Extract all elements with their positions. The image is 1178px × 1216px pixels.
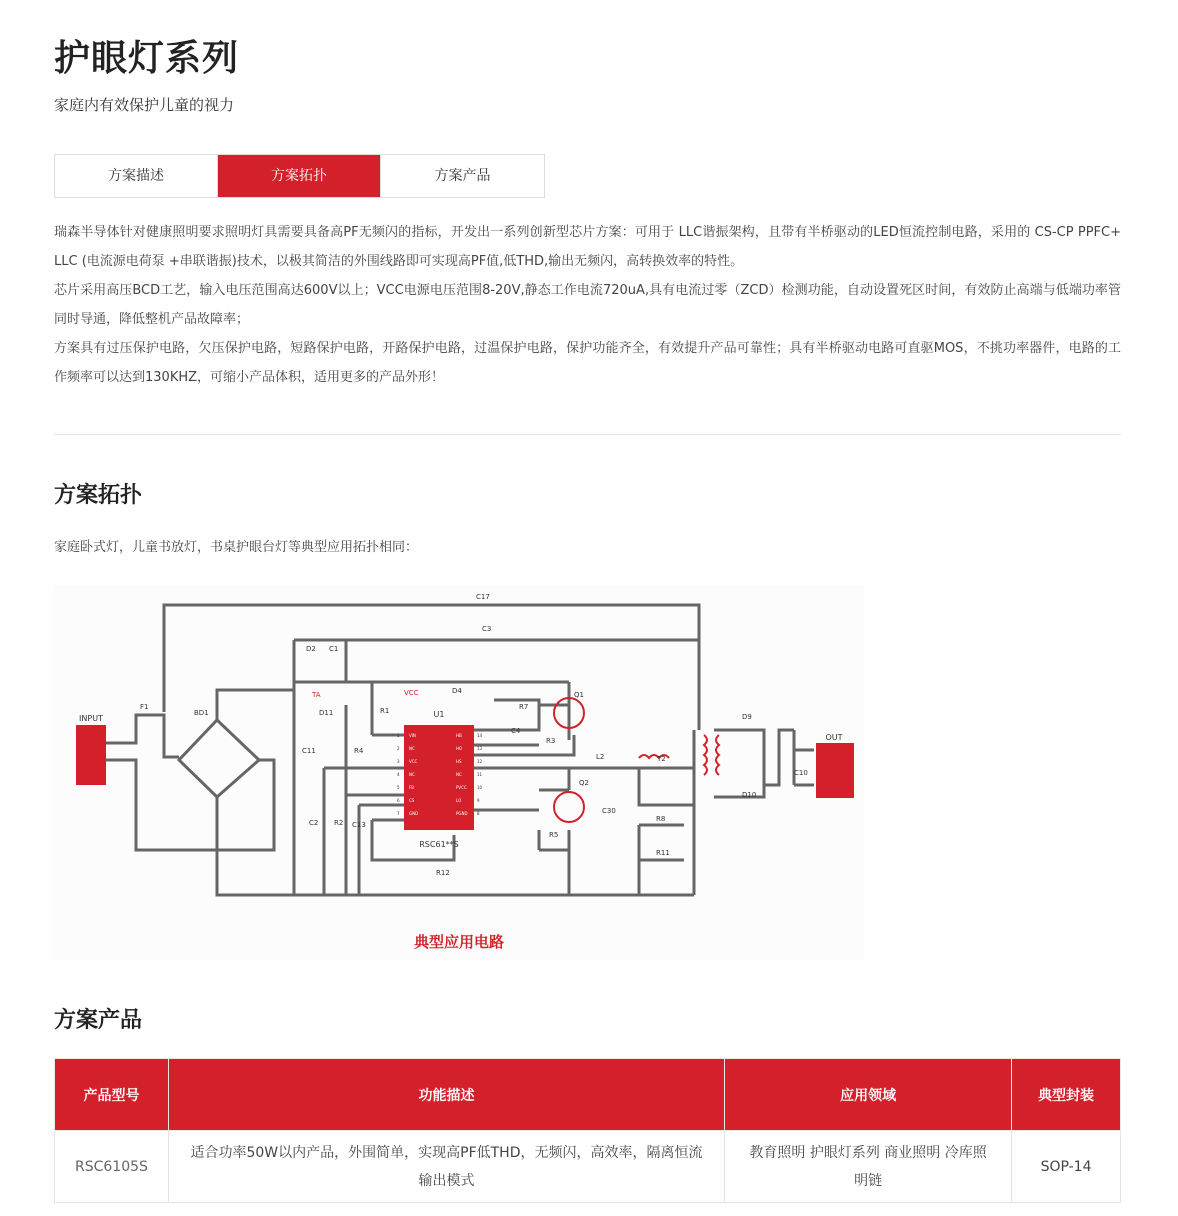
description-paragraph: 瑞森半导体针对健康照明要求照明灯具需要具备高PF无频闪的指标，开发出一系列创新型芯片方案：可用于 LLC谐振架构，且带有半桥驱动的LED恒流控制电路，采用的 CS-CP PPFC+ LLC (电流源电荷泵 +串联谐振)技术，以极其简洁的外围线路即可实现高PF值,低THD,输出无频闪，高转换效率的特性。	[54, 225, 1121, 269]
svg-text:HS: HS	[456, 759, 462, 764]
svg-text:LO: LO	[456, 798, 462, 803]
svg-text:C11: C11	[302, 747, 316, 755]
topology-heading: 方案拓扑	[54, 483, 143, 508]
svg-text:D4: D4	[452, 687, 462, 695]
svg-text:R2: R2	[334, 819, 344, 827]
svg-text:9: 9	[477, 798, 480, 803]
svg-text:Q1: Q1	[574, 691, 584, 699]
column-header: 应用领域	[725, 1059, 1012, 1131]
svg-text:D10: D10	[742, 791, 757, 799]
svg-text:F1: F1	[140, 703, 149, 711]
svg-text:C2: C2	[309, 819, 319, 827]
circuit-diagram	[54, 585, 864, 960]
svg-text:7: 7	[397, 811, 400, 816]
topology-text: 家庭卧式灯，儿童书放灯，书桌护眼台灯等典型应用拓扑相同：	[54, 540, 419, 555]
svg-text:14: 14	[477, 733, 483, 738]
column-header: 功能描述	[168, 1059, 724, 1131]
svg-text:L2: L2	[596, 753, 605, 761]
svg-text:D2: D2	[306, 645, 316, 653]
svg-text:R5: R5	[549, 831, 559, 839]
svg-text:8: 8	[477, 811, 480, 816]
svg-text:CS: CS	[409, 798, 415, 803]
svg-text:HB: HB	[456, 733, 462, 738]
divider	[54, 434, 1121, 435]
svg-text:6: 6	[397, 798, 400, 803]
svg-text:3: 3	[397, 759, 400, 764]
svg-text:D9: D9	[742, 713, 752, 721]
input-label: INPUT	[79, 714, 103, 723]
svg-text:C30: C30	[602, 807, 616, 815]
svg-text:GND: GND	[409, 811, 419, 816]
svg-text:C3: C3	[482, 625, 492, 633]
svg-text:1: 1	[397, 733, 400, 738]
svg-text:R4: R4	[354, 747, 364, 755]
description-text	[54, 218, 1121, 392]
svg-text:VCC: VCC	[404, 689, 419, 697]
tab-products[interactable]: 方案产品	[434, 168, 491, 184]
svg-text:NC: NC	[409, 746, 415, 751]
product-model: RSC6105S	[55, 1131, 169, 1203]
svg-text:TA: TA	[312, 691, 321, 699]
svg-text:T2: T2	[657, 755, 666, 763]
svg-text:C10: C10	[794, 769, 808, 777]
svg-text:C1: C1	[329, 645, 339, 653]
table-row	[55, 1131, 1121, 1203]
svg-text:HO: HO	[456, 746, 463, 751]
tab-description[interactable]: 方案描述	[55, 155, 218, 197]
svg-text:R7: R7	[519, 703, 529, 711]
svg-text:C13: C13	[352, 821, 366, 829]
products-heading: 方案产品	[54, 1008, 143, 1033]
description-paragraph: 芯片采用高压BCD工艺，输入电压范围高达600V以上；VCC电源电压范围8-20V,静态工作电流720uA,具有电流过零（ZCD）检测功能，自动设置死区时间，有效防止高端与低端功率管同时导通，降低整机产品故障率；	[54, 283, 1121, 327]
svg-text:R11: R11	[656, 849, 670, 857]
svg-text:BD1: BD1	[194, 709, 209, 717]
input-connector	[76, 725, 106, 785]
svg-text:5: 5	[397, 785, 400, 790]
svg-text:Q2: Q2	[579, 779, 589, 787]
svg-text:PVCC: PVCC	[456, 785, 467, 790]
svg-text:PGND: PGND	[456, 811, 468, 816]
table-header-row	[55, 1059, 1121, 1131]
product-application: 教育照明 护眼灯系列 商业照明 冷库照明链	[725, 1131, 1012, 1203]
svg-text:C17: C17	[476, 593, 490, 601]
svg-text:NC: NC	[456, 772, 462, 777]
svg-text:12: 12	[477, 759, 483, 764]
output-label: OUT	[825, 733, 843, 742]
chip-ref: U1	[433, 710, 445, 719]
svg-text:NC: NC	[409, 772, 415, 777]
tab-bar	[54, 154, 545, 198]
product-function: 适合功率50W以内产品，外围简单，实现高PF低THD，无频闪，高效率，隔离恒流输出模式	[168, 1131, 724, 1203]
svg-text:2: 2	[397, 746, 400, 751]
circuit-caption: 典型应用电路	[413, 933, 505, 951]
chip-name: RSC61**S	[419, 840, 459, 849]
description-paragraph: 方案具有过压保护电路，欠压保护电路，短路保护电路，开路保护电路，过温保护电路，保护功能齐全，有效提升产品可靠性；具有半桥驱动电路可直驱MOS，不挑功率器件，电路的工作频率可以达到130KHZ，可缩小产品体积，适用更多的产品外形！	[54, 341, 1121, 385]
product-package: SOP-14	[1012, 1131, 1121, 1203]
products-table	[54, 1058, 1121, 1203]
svg-text:R8: R8	[656, 815, 666, 823]
svg-text:D11: D11	[319, 709, 334, 717]
svg-text:R1: R1	[380, 707, 390, 715]
svg-text:C4: C4	[511, 727, 521, 735]
svg-text:FB: FB	[409, 785, 415, 790]
svg-text:10: 10	[477, 785, 483, 790]
page-title: 护眼灯系列	[54, 38, 240, 79]
svg-text:11: 11	[477, 772, 483, 777]
column-header: 典型封装	[1012, 1059, 1121, 1131]
svg-text:4: 4	[397, 772, 400, 777]
column-header: 产品型号	[55, 1059, 169, 1131]
tab-topology[interactable]: 方案拓扑	[218, 155, 381, 197]
svg-text:13: 13	[477, 746, 483, 751]
output-connector	[816, 743, 854, 798]
svg-text:VCC: VCC	[409, 759, 418, 764]
svg-text:R12: R12	[436, 869, 450, 877]
svg-text:VIN: VIN	[409, 733, 416, 738]
svg-text:R3: R3	[546, 737, 556, 745]
page-subtitle: 家庭内有效保护儿童的视力	[54, 96, 235, 114]
